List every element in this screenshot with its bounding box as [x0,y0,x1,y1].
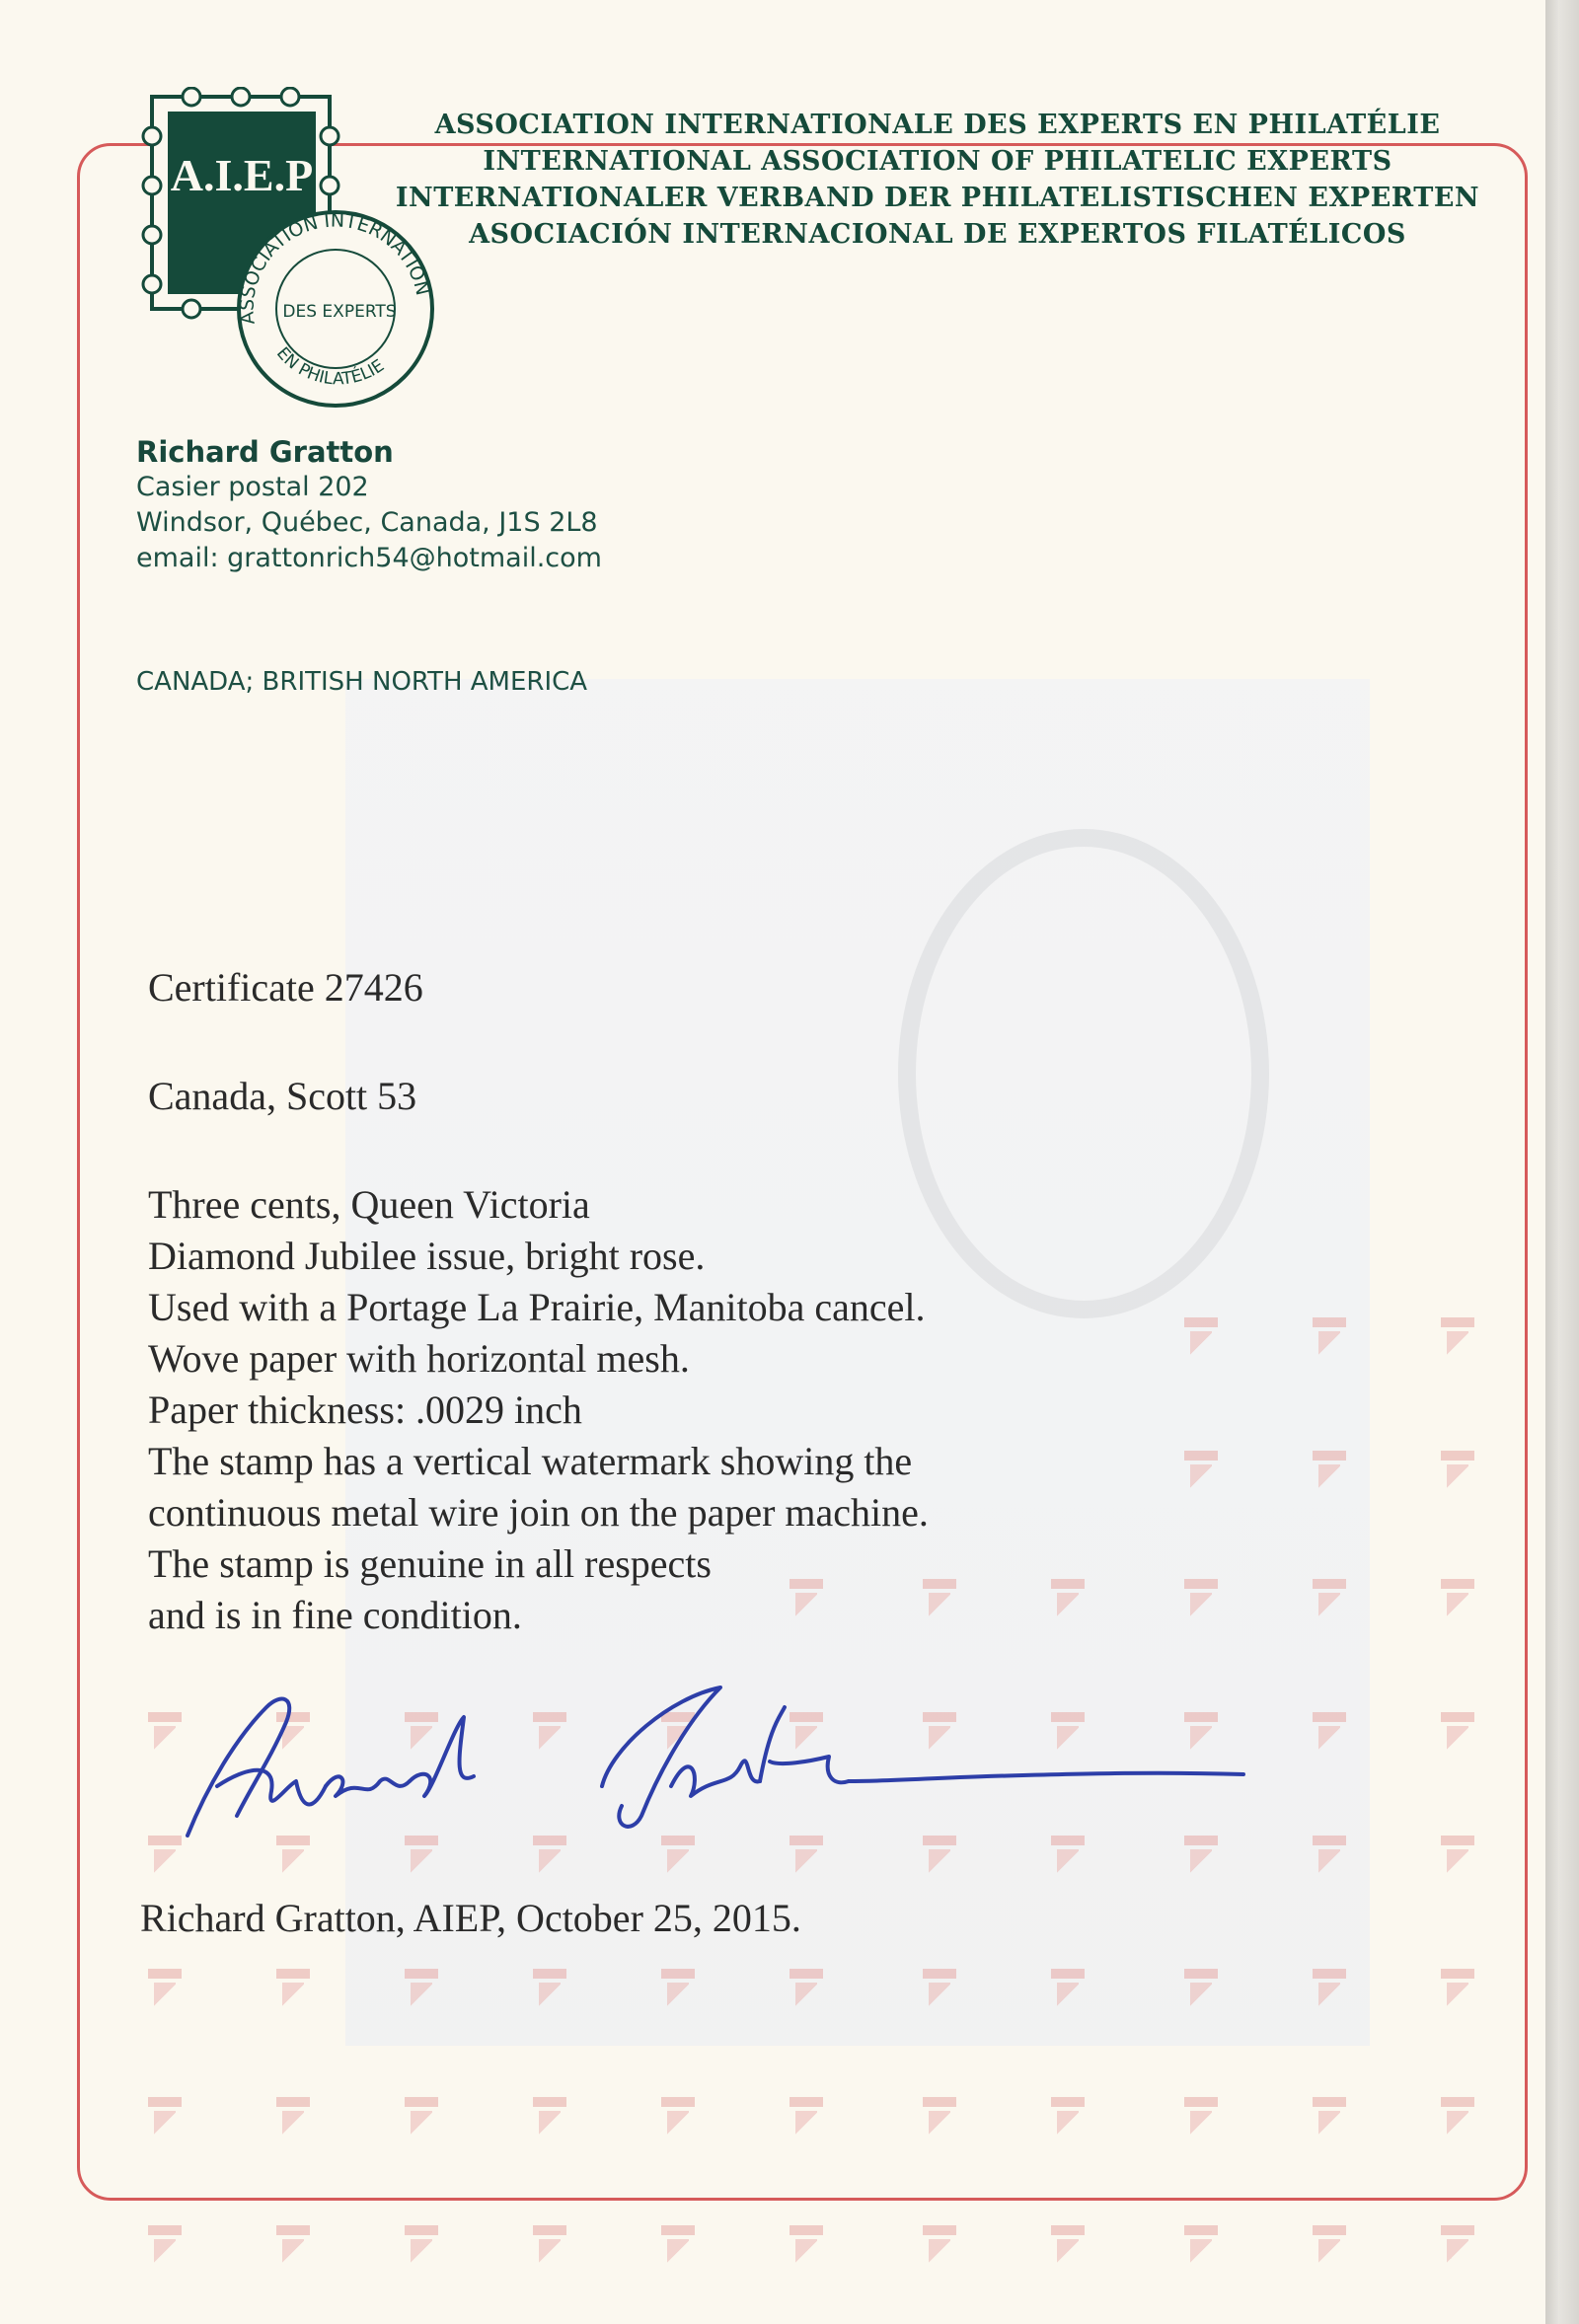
association-name-es: ASOCIACIÓN INTERNACIONAL DE EXPERTOS FILATÉLICOS [469,219,1406,250]
region-heading: CANADA; BRITISH NORTH AMERICA [136,667,588,697]
signature-drawing-icon [178,1668,1313,1895]
description-line: and is in fine condition. [148,1593,522,1637]
certificate-body [148,962,1431,1641]
logo-box-text: A.I.E.P [170,150,314,200]
description-line: Wove paper with horizontal mesh. [148,1336,690,1381]
page-edge-shadow [1545,0,1579,2324]
watermark-mark-icon [405,2225,438,2267]
watermark-mark-icon [276,2225,310,2267]
attestation-line: Richard Gratton, AIEP, October 25, 2015. [140,1896,801,1940]
description-line: Three cents, Queen Victoria [148,1182,590,1227]
association-names [326,107,1545,253]
description-line: Paper thickness: .0029 inch [148,1387,582,1432]
description-line: Diamond Jubilee issue, bright rose. [148,1234,706,1278]
description-line: continuous metal wire join on the paper machine. [148,1490,929,1535]
address-line-2: Windsor, Québec, Canada, J1S 2L8 [136,507,598,538]
description-line: The stamp is genuine in all respects [148,1541,712,1586]
watermark-mark-icon [533,2225,566,2267]
expert-name: Richard Gratton [136,435,394,469]
description-line: Used with a Portage La Prairie, Manitoba cancel. [148,1285,926,1329]
handwritten-signature [178,1668,1313,1895]
watermark-mark-icon [1313,2225,1346,2267]
seal-bottom-text: EN PHILATÉLIE [271,343,389,390]
watermark-mark-icon [790,2225,823,2267]
watermark-mark-icon [1184,2225,1218,2267]
expert-email: email: grattonrich54@hotmail.com [136,543,602,573]
seal-middle-text: DES EXPERTS [282,302,397,322]
description-line: The stamp has a vertical watermark showing the [148,1439,913,1483]
certificate-number: Certificate 27426 [148,965,423,1010]
association-name-fr: ASSOCIATION INTERNATIONALE DES EXPERTS EN PHILATÉLIE [434,110,1441,140]
watermark-mark-icon [148,2225,182,2267]
seal-outer-text: ASSOCIATION INTERNATION [236,209,434,326]
association-name-de: INTERNATIONALER VERBAND DER PHILATELISTISCHEN EXPERTEN [395,183,1480,213]
expert-contact-block [136,434,602,576]
watermark-mark-icon [923,2225,956,2267]
address-line-1: Casier postal 202 [136,472,369,502]
watermark-mark-icon [661,2225,695,2267]
catalog-reference: Canada, Scott 53 [148,1074,417,1118]
association-name-en: INTERNATIONAL ASSOCIATION OF PHILATELIC EXPERTS [483,146,1392,177]
watermark-mark-icon [1051,2225,1085,2267]
watermark-mark-icon [1441,2225,1474,2267]
